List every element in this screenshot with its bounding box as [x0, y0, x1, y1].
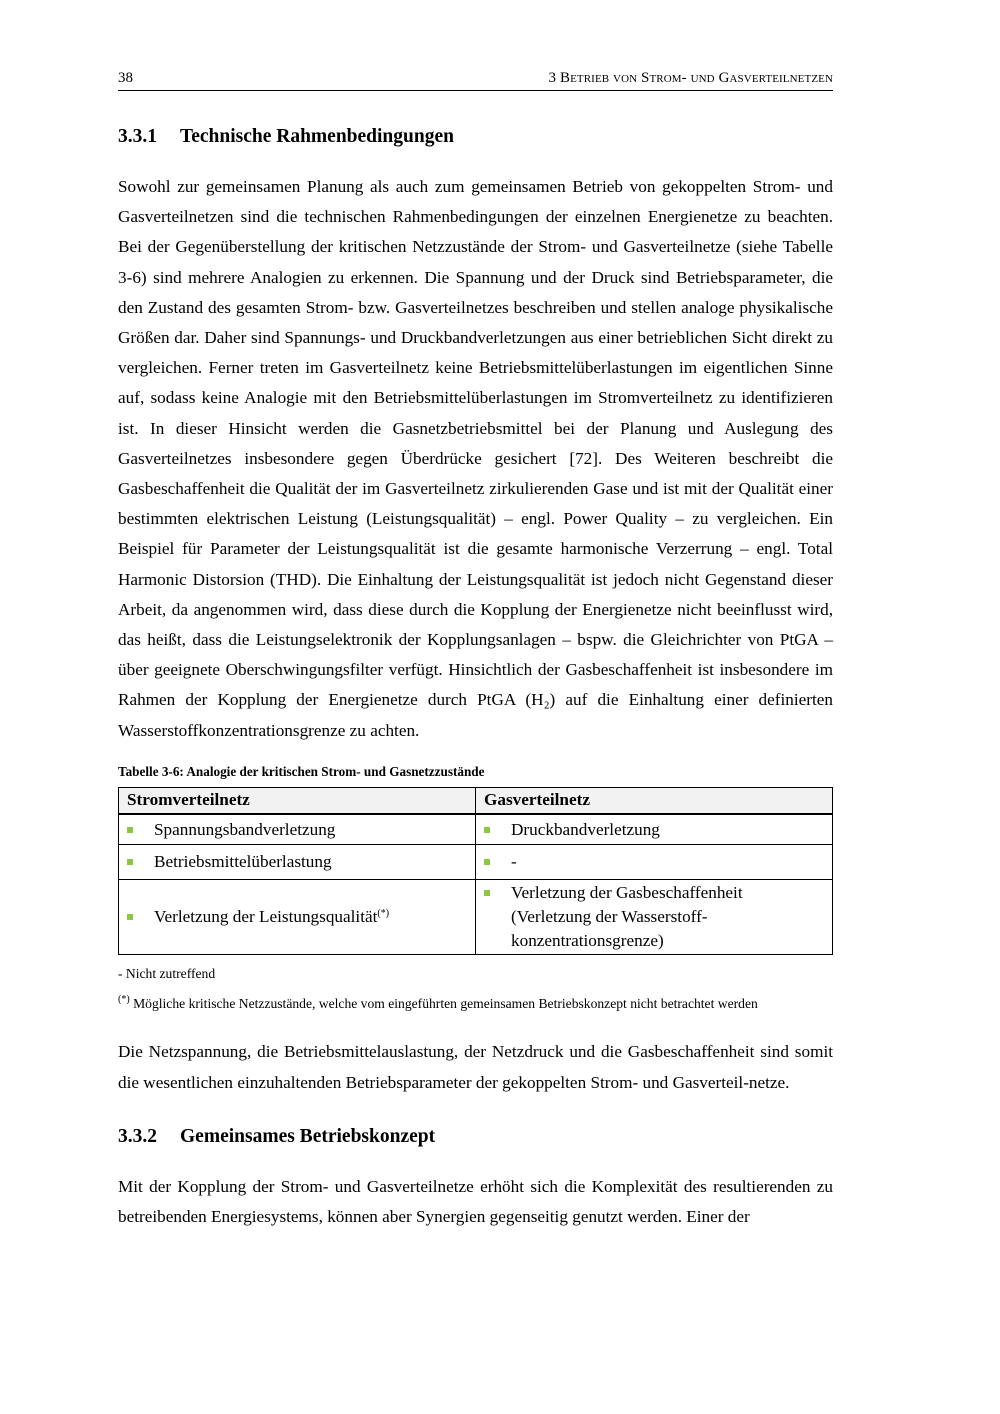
- body-paragraph-1: Sowohl zur gemeinsamen Planung als auch zum gemeinsamen Betrieb von gekoppelten Strom- und Gasverteilnetzen sind die technischen Rahmenbedingungen der einzelnen Energienetze zu beachten. Bei der Gegenüberstellung der kritischen Netzzustände der Strom- und Gasverteilnetze (siehe Tabelle 3-6) sind mehrere Analogien zu erkennen. Die Spannung und der Druck sind Betriebsparameter, die den Zustand des gesamten Strom- bzw. Gasverteilnetzes beschreiben und stellen analoge physikalische Größen dar. Daher sind Spannungs- und Druckbandverletzungen aus einer betrieblichen Sicht direkt zu vergleichen. Ferner treten im Gasverteilnetz keine Betriebsmittelüberlastungen im eigentlichen Sinne auf, sodass keine Analogie mit den Betriebsmittelüberlastungen im Stromverteilnetz zu identifizieren ist. In dieser Hinsicht werden die Gasnetzbetriebsmittel bei der Planung und Auslegung des Gasverteilnetzes insbesondere gegen Überdrücke gesichert [72]. Des Weiteren beschreibt die Gasbeschaffenheit die Qualität der im Gasverteilnetz zirkulierenden Gase und ist mit der Qualität einer bestimmten elektrischen Leistung (Leistungsqualität) – engl. Power Quality – zu vergleichen. Ein Beispiel für Parameter der Leistungsqualität ist die gesamte harmonische Verzerrung – engl. Total Harmonic Distorsion (THD). Die Einhaltung der Leistungsqualität ist jedoch nicht Gegenstand dieser Arbeit, da angenommen wird, dass diese durch die Kopplung der Energienetze nicht beeinflusst wird, das heißt, dass die Leistungselektronik der Kopplungsanlagen – bspw. die Gleichrichter von PtGA – über geeignete Oberschwingungsfilter verfügt. Hinsichtlich der Gasbeschaffenheit ist insbesondere im Rahmen der Kopplung der Energienetze durch PtGA (H₂) auf die Einhaltung einer definierten Wasserstoffkonzentrationsgrenze zu achten.: [118, 177, 833, 740]
- footnote-mark: (*): [377, 908, 390, 920]
- body-paragraph-3: Mit der Kopplung der Strom- und Gasverteilnetze erhöht sich die Komplexität des resultierenden zu betreibenden Energiesystems, können aber Synergien gegenseitig genutzt werden. Einer der: [118, 1176, 833, 1226]
- section-title: Gemeinsames Betriebskonzept: [180, 1125, 436, 1147]
- bullet-icon: [484, 859, 490, 865]
- table-cell: Betriebsmittelüberlastung: [119, 845, 476, 880]
- bullet-icon: [127, 859, 133, 865]
- section-heading-3-3-1: [118, 122, 833, 152]
- table-cell: Spannungsbandverletzung: [119, 814, 476, 845]
- table-caption: Tabelle 3-6: Analogie der kritischen Strom- und Gasnetzzustände: [118, 763, 485, 779]
- table-cell: Verletzung der Gasbeschaffenheit (Verletzung der Wasserstoff-konzentrationsgrenze): [476, 880, 833, 955]
- analogy-table: [118, 787, 833, 956]
- table-cell: -: [476, 845, 833, 880]
- bullet-icon: [484, 890, 490, 896]
- table-cell: Verletzung der Leistungsqualität(*): [119, 880, 476, 955]
- column-header-strom: Stromverteilnetz: [119, 787, 476, 814]
- table-footnote: (*) Mögliche kritische Netzzustände, welche vom eingeführten gemeinsamen Betriebskonzept nicht betrachtet werden: [118, 994, 758, 1012]
- section-heading-3-3-2: [118, 1122, 833, 1152]
- bullet-icon: [127, 827, 133, 833]
- page-content: [118, 122, 833, 1232]
- running-title: 3 Betrieb von Strom- und Gasverteilnetzen: [548, 70, 833, 86]
- table-note-not-applicable: - Nicht zutreffend: [118, 966, 216, 982]
- table-header-row: [119, 787, 833, 814]
- table-cell: Druckbandverletzung: [476, 814, 833, 845]
- section-title: Technische Rahmenbedingungen: [180, 126, 454, 147]
- column-header-gas: Gasverteilnetz: [476, 787, 833, 814]
- footnote-mark: (*): [118, 994, 130, 1006]
- bullet-icon: [127, 914, 133, 920]
- page-header: [118, 68, 833, 91]
- body-paragraph-2: Die Netzspannung, die Betriebsmittelauslastung, der Netzdruck und die Gasbeschaffenheit sind somit die wesentlichen einzuhaltenden Betriebsparameter der gekoppelten Strom- und Gasverteil-netze.: [118, 1042, 833, 1092]
- section-number: 3.3.2: [118, 1125, 157, 1147]
- table-row: [119, 880, 833, 955]
- bullet-icon: [484, 827, 490, 833]
- page-number: 38: [118, 70, 133, 86]
- table-row: [119, 814, 833, 845]
- section-number: 3.3.1: [118, 126, 157, 147]
- table-row: [119, 845, 833, 880]
